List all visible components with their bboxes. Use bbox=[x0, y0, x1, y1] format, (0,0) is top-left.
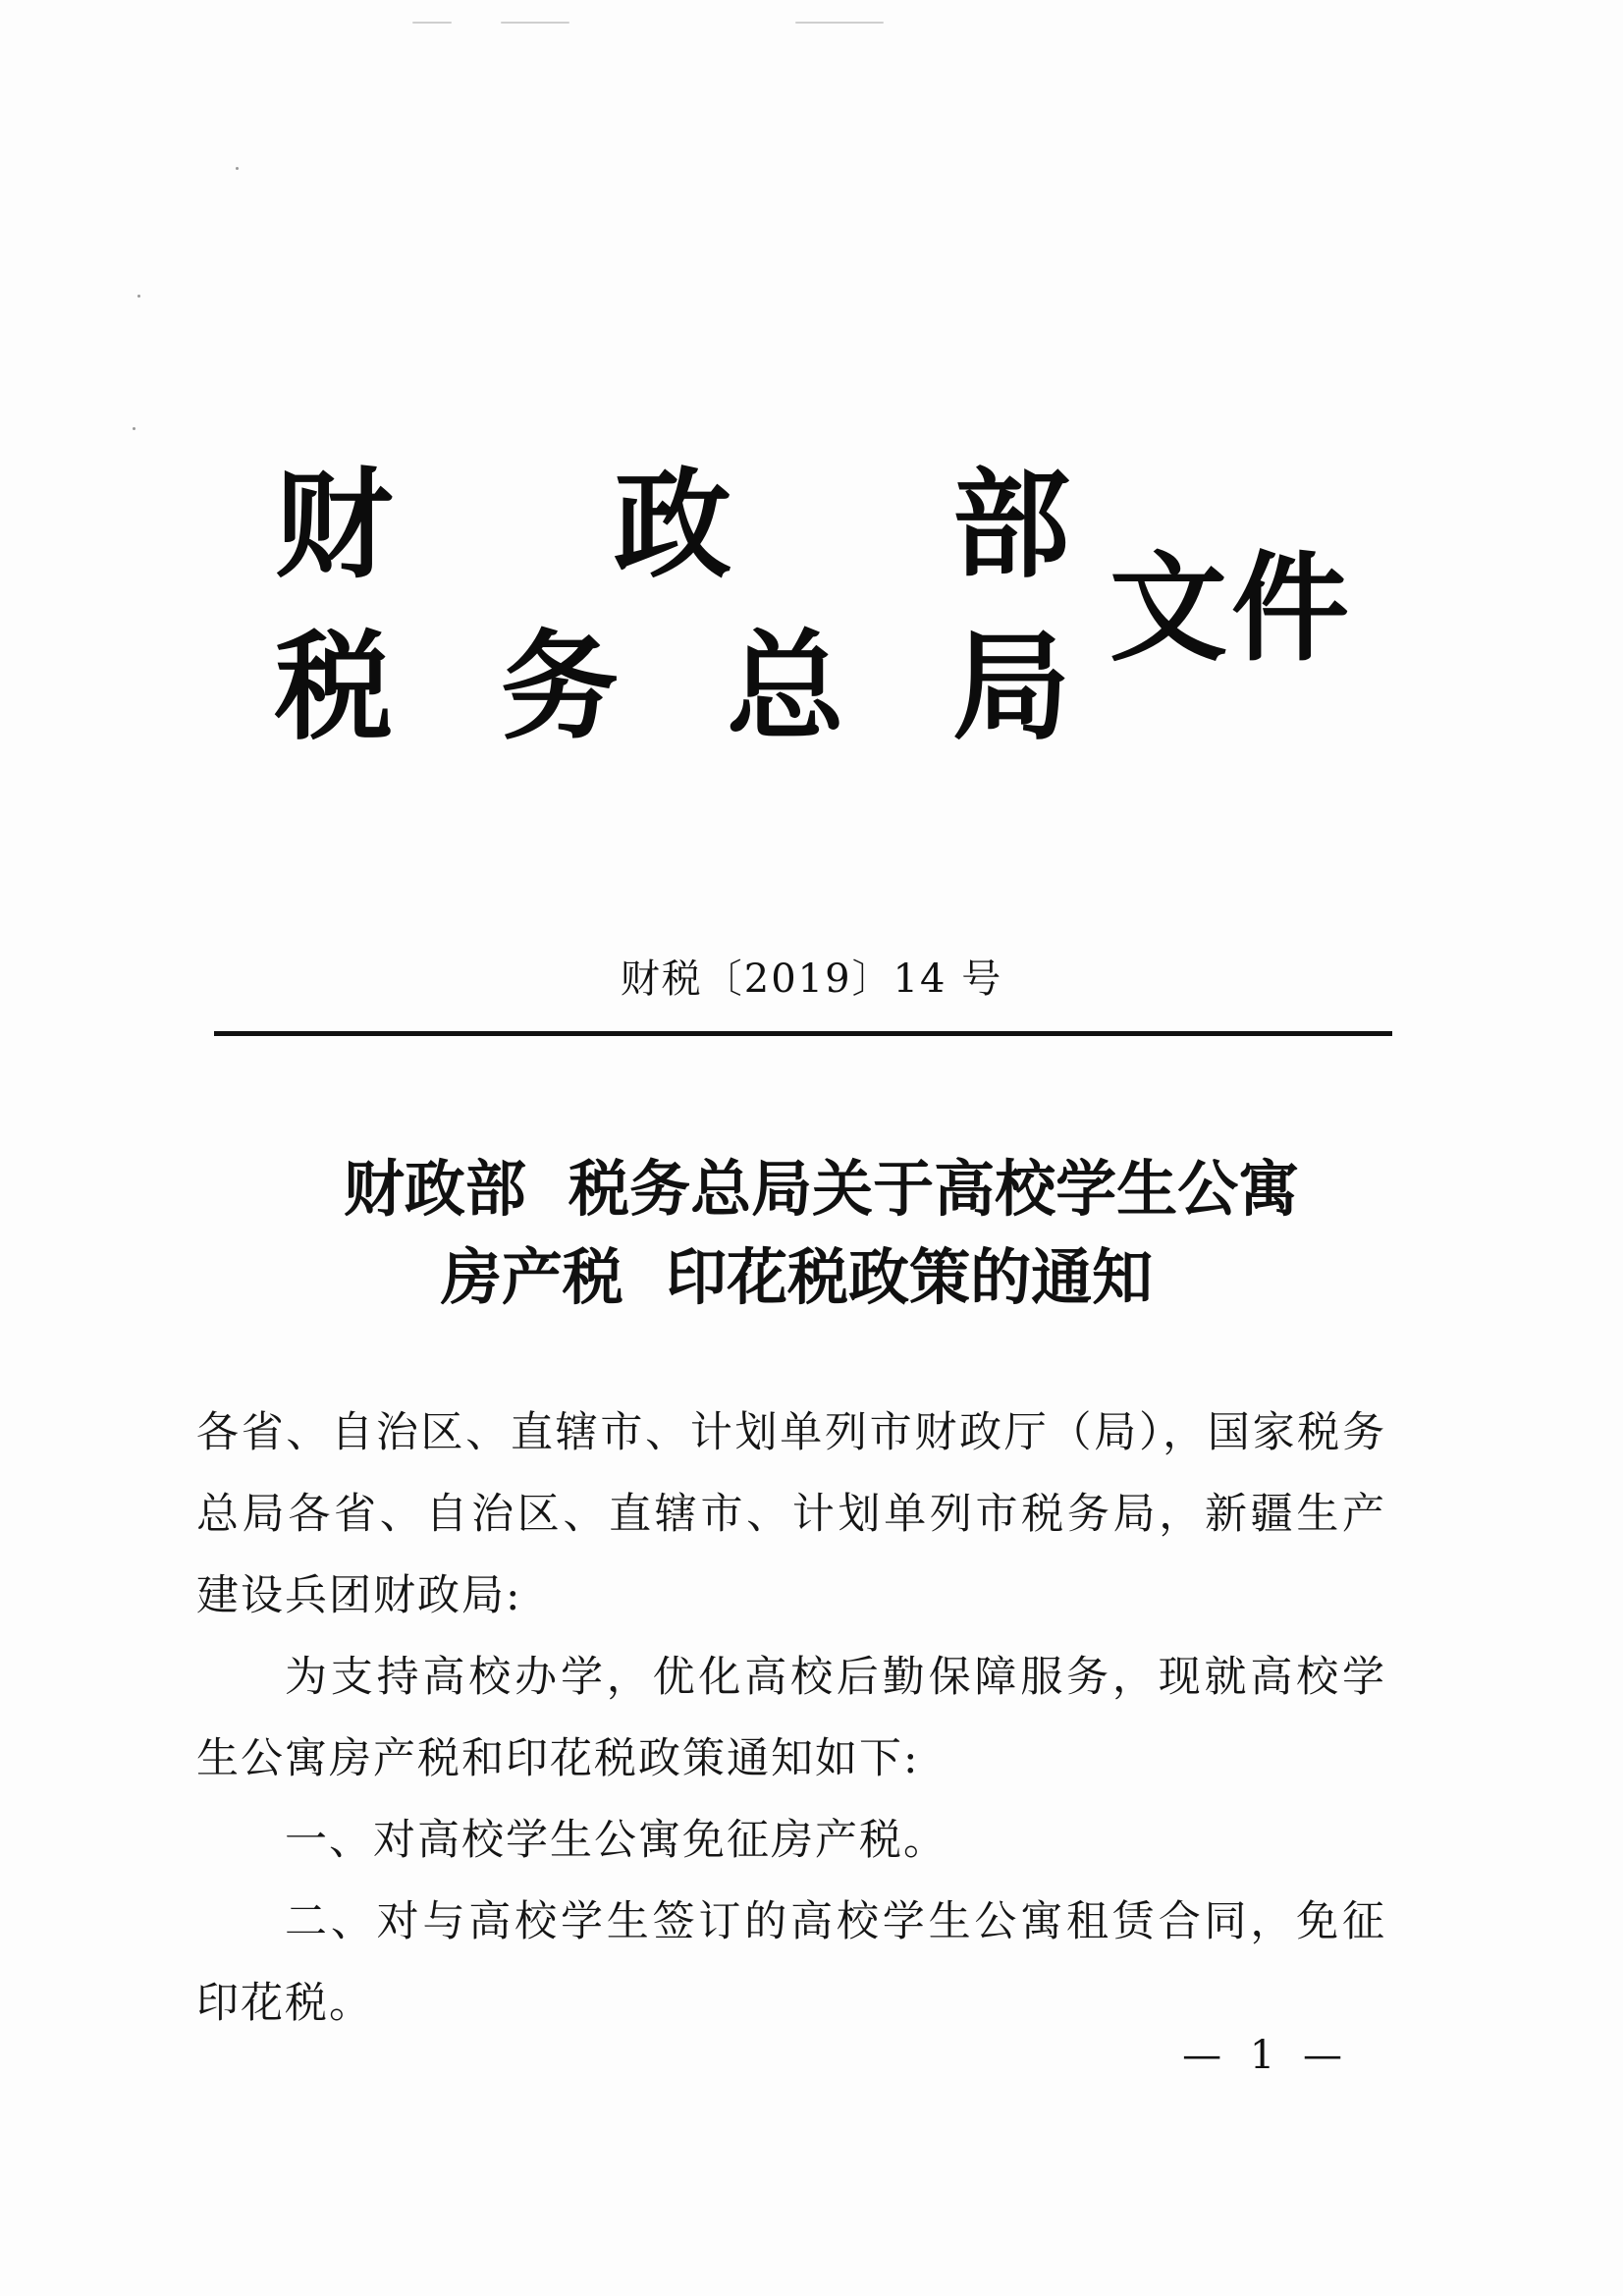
body-paragraph: 一、对高校学生公寓免征房产税。 bbox=[285, 1816, 947, 1865]
issuer-char: 财 bbox=[275, 456, 393, 594]
issuer-char: 税 bbox=[275, 618, 393, 756]
document-title-line-2: 房产税 印花税政策的通知 bbox=[440, 1241, 1154, 1313]
page-number: — 1 — bbox=[1182, 2033, 1350, 2078]
issuer-char: 局 bbox=[952, 618, 1070, 756]
scan-speck bbox=[412, 22, 452, 24]
body-paragraph: 二、对与高校学生签订的高校学生公寓租赁合同，免征印花税。 bbox=[196, 1897, 1386, 2028]
issuer-char: 总 bbox=[727, 618, 844, 756]
scan-speck bbox=[133, 427, 135, 430]
scan-speck bbox=[795, 22, 884, 24]
issuer-char: 部 bbox=[952, 456, 1070, 594]
scan-speck bbox=[137, 295, 140, 298]
addressee: 各省、自治区、直辖市、计划单列市财政厅（局），国家税务总局各省、自治区、直辖市、计划单列市税务局，新疆生产建设兵团财政局: bbox=[196, 1408, 1386, 1620]
document-body bbox=[196, 1393, 1386, 2045]
document-title-line-1: 财政部 税务总局关于高校学生公寓 bbox=[343, 1153, 1300, 1225]
document-suffix: 文件 bbox=[1109, 539, 1353, 678]
issuer-char: 政 bbox=[614, 456, 731, 594]
scan-speck bbox=[236, 167, 239, 170]
scan-speck bbox=[501, 22, 569, 24]
issuer-char: 务 bbox=[501, 618, 619, 756]
document-number: 财税〔2019〕14 号 bbox=[620, 957, 1003, 1002]
body-paragraph: 为支持高校办学，优化高校后勤保障服务，现就高校学生公寓房产税和印花税政策通知如下: bbox=[196, 1653, 1386, 1783]
header-divider bbox=[214, 1031, 1392, 1036]
